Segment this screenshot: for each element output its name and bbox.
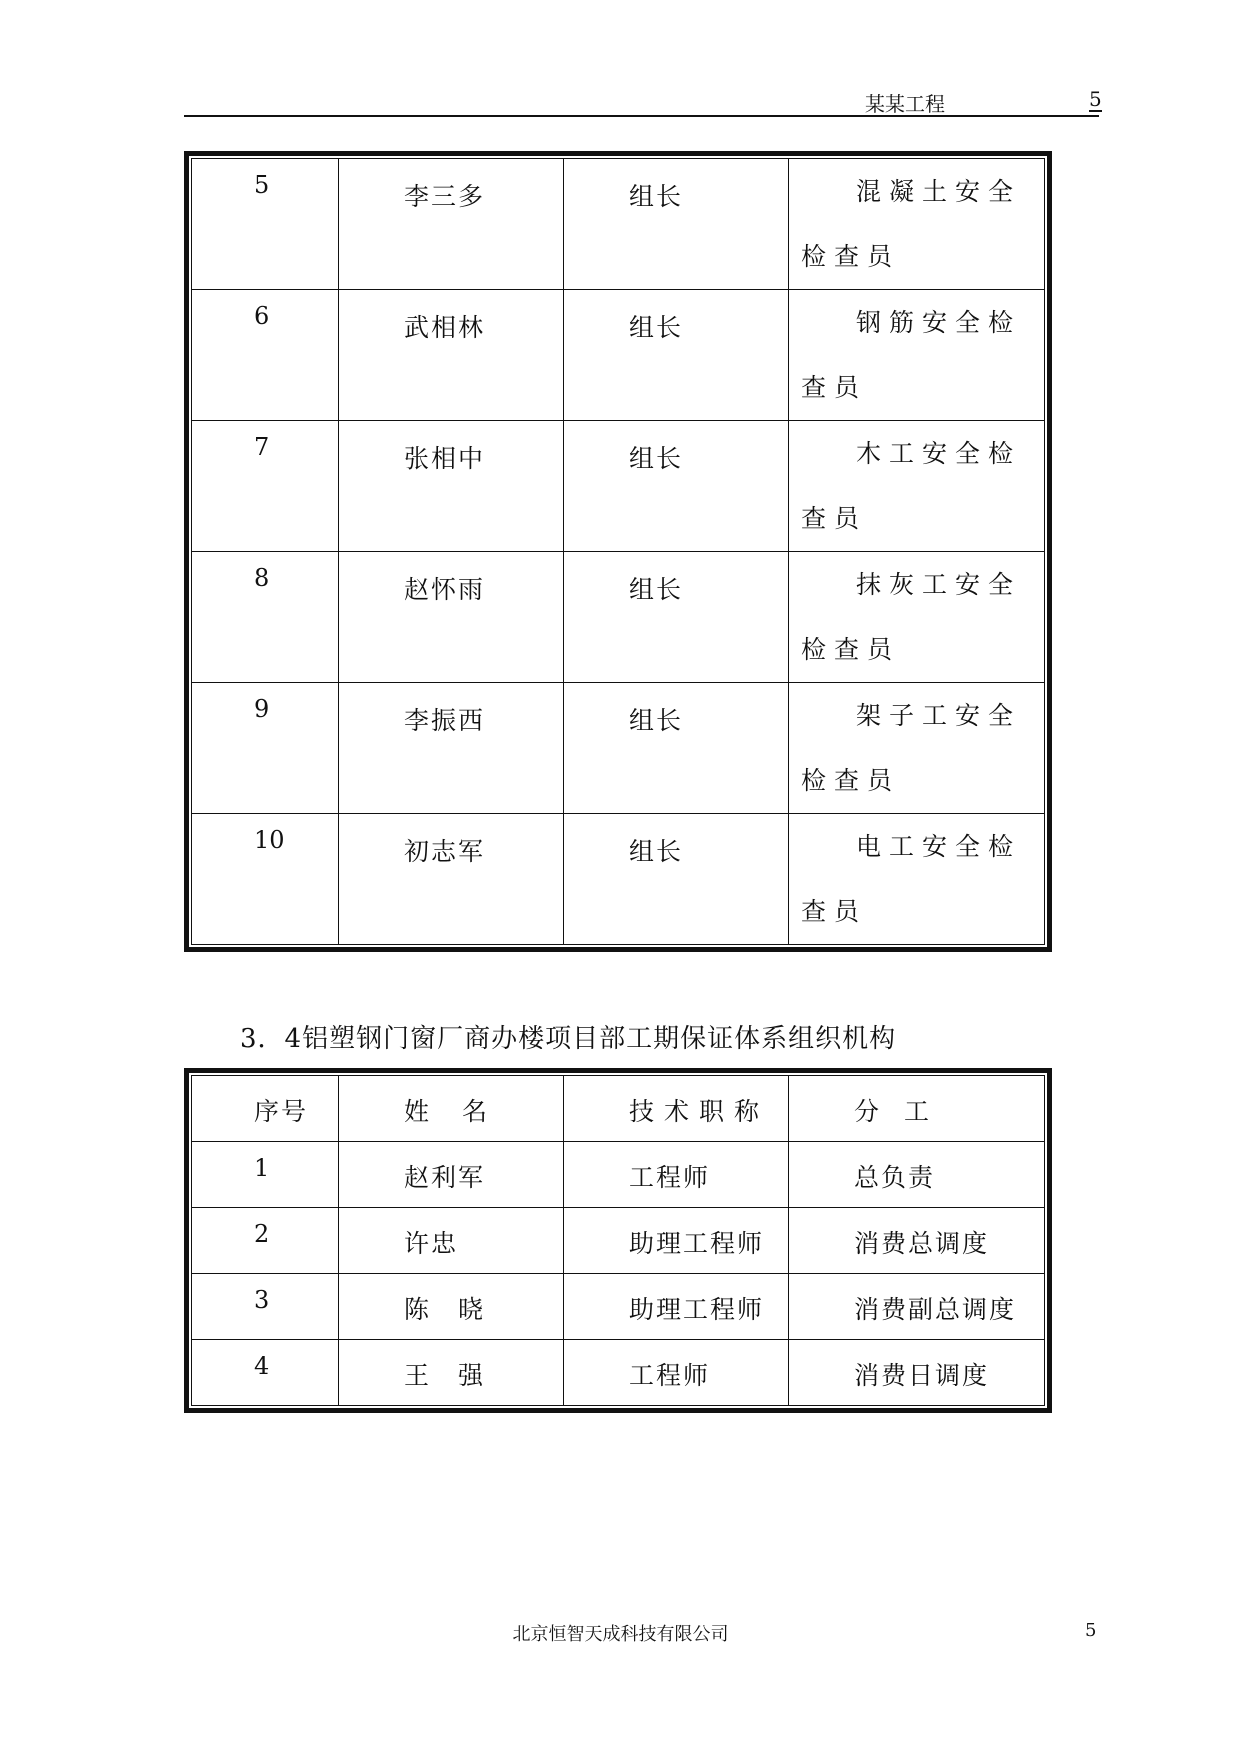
table-header-row bbox=[192, 1076, 1045, 1142]
safety-staff-table bbox=[184, 151, 1052, 952]
cell-duty: 架子工安全检查员 bbox=[789, 683, 1045, 814]
table-row bbox=[192, 1340, 1045, 1406]
header-no: 序号 bbox=[192, 1076, 339, 1142]
cell-no: 4 bbox=[192, 1340, 339, 1406]
cell-no: 3 bbox=[192, 1274, 339, 1340]
cell-no: 8 bbox=[192, 552, 339, 683]
table-row bbox=[192, 290, 1045, 421]
cell-name: 武相林 bbox=[339, 290, 564, 421]
table-row bbox=[192, 683, 1045, 814]
cell-name: 张相中 bbox=[339, 421, 564, 552]
cell-name: 王 强 bbox=[339, 1340, 564, 1406]
cell-duty: 木工安全检查员 bbox=[789, 421, 1045, 552]
cell-title: 组长 bbox=[564, 683, 789, 814]
table-row bbox=[192, 421, 1045, 552]
table-row bbox=[192, 1208, 1045, 1274]
cell-no: 5 bbox=[192, 159, 339, 290]
section-title: 3．4铝塑钢门窗厂商办楼项目部工期保证体系组织机构 bbox=[240, 1024, 897, 1054]
cell-no: 1 bbox=[192, 1142, 339, 1208]
cell-name: 李三多 bbox=[339, 159, 564, 290]
cell-duty: 总负责 bbox=[789, 1142, 1045, 1208]
cell-title: 组长 bbox=[564, 814, 789, 945]
cell-title: 组长 bbox=[564, 159, 789, 290]
table-row bbox=[192, 814, 1045, 945]
header-page-number: 5 bbox=[1089, 87, 1102, 111]
header-title: 某某工程 bbox=[865, 92, 945, 116]
table-row bbox=[192, 1142, 1045, 1208]
cell-title: 组长 bbox=[564, 421, 789, 552]
cell-duty: 混凝土安全检查员 bbox=[789, 159, 1045, 290]
cell-duty: 消费总调度 bbox=[789, 1208, 1045, 1274]
header-name: 姓 名 bbox=[339, 1076, 564, 1142]
cell-name: 许忠 bbox=[339, 1208, 564, 1274]
cell-duty: 电工安全检查员 bbox=[789, 814, 1045, 945]
header-rule bbox=[184, 115, 1099, 117]
cell-name: 李振西 bbox=[339, 683, 564, 814]
cell-no: 2 bbox=[192, 1208, 339, 1274]
cell-no: 9 bbox=[192, 683, 339, 814]
cell-title: 工程师 bbox=[564, 1340, 789, 1406]
footer-company: 北京恒智天成科技有限公司 bbox=[512, 1624, 729, 1645]
cell-title: 组长 bbox=[564, 552, 789, 683]
table-row bbox=[192, 552, 1045, 683]
schedule-org-table bbox=[184, 1068, 1052, 1413]
cell-name: 赵怀雨 bbox=[339, 552, 564, 683]
cell-title: 助理工程师 bbox=[564, 1208, 789, 1274]
cell-duty: 消费副总调度 bbox=[789, 1274, 1045, 1340]
header-title: 技术职称 bbox=[564, 1076, 789, 1142]
cell-title: 组长 bbox=[564, 290, 789, 421]
cell-duty: 抹灰工安全检查员 bbox=[789, 552, 1045, 683]
cell-no: 6 bbox=[192, 290, 339, 421]
cell-no: 10 bbox=[192, 814, 339, 945]
table-row bbox=[192, 1274, 1045, 1340]
cell-title: 工程师 bbox=[564, 1142, 789, 1208]
cell-duty: 消费日调度 bbox=[789, 1340, 1045, 1406]
cell-duty: 钢筋安全检查员 bbox=[789, 290, 1045, 421]
header-duty: 分 工 bbox=[789, 1076, 1045, 1142]
cell-name: 陈 晓 bbox=[339, 1274, 564, 1340]
cell-title: 助理工程师 bbox=[564, 1274, 789, 1340]
cell-name: 赵利军 bbox=[339, 1142, 564, 1208]
cell-no: 7 bbox=[192, 421, 339, 552]
table-row bbox=[192, 159, 1045, 290]
footer-page-number: 5 bbox=[1085, 1620, 1097, 1641]
cell-name: 初志军 bbox=[339, 814, 564, 945]
